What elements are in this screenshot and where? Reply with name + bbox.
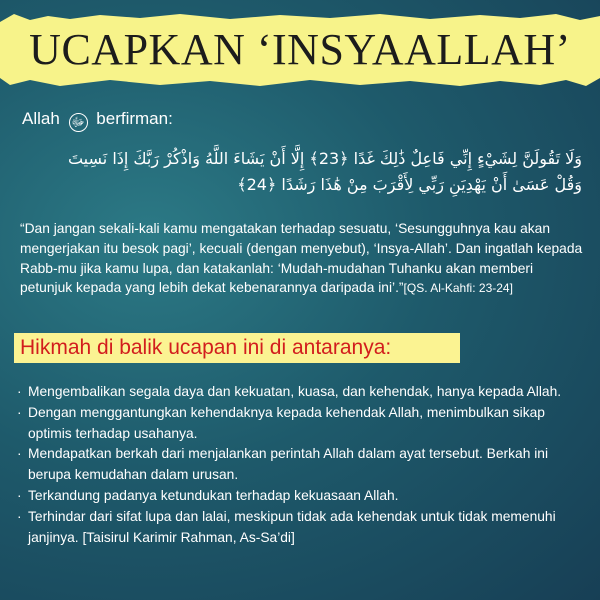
verse-reference: [QS. Al-Kahfi: 23-24] xyxy=(403,281,513,296)
jalla-jalaluh-seal-icon: ﷻ xyxy=(69,113,88,132)
hikmah-list xyxy=(16,382,588,548)
hikmah-heading: Hikmah di balik ucapan ini di antaranya: xyxy=(20,336,392,359)
list-item: · Terhindar dari sifat lupa dan lalai, meskipun tidak ada kehendak untuk tidak memenuhi janjinya. [Taisirul Karimir Rahman, As-Sa’di] xyxy=(16,507,588,549)
page-title: UCAPKAN ‘INSYAALLAH’ xyxy=(29,25,571,74)
arabic-verse xyxy=(40,146,582,198)
allah-word: Allah xyxy=(22,109,60,128)
arabic-line-2: وَقُلْ عَسَىٰ أَنْ يَهْدِيَنِ رَبِّي لِأَقْرَبَ مِنْ هَٰذَا رَشَدًا ﴿24﴾ xyxy=(237,175,582,194)
list-item: · Mendapatkan berkah dari menjalankan perintah Allah dalam ayat tersebut. Berkah ini berupa kemudahan dalam urusan. xyxy=(16,444,588,486)
list-item: · Mengembalikan segala daya dan kekuatan, kuasa, dan kehendak, hanya kepada Allah. xyxy=(16,382,588,403)
list-item: · Terkandung padanya ketundukan terhadap kekuasaan Allah. xyxy=(16,486,588,507)
intro-line xyxy=(22,109,173,132)
verse-translation xyxy=(20,219,588,299)
translation-text: “Dan jangan sekali-kali kamu mengatakan terhadap sesuatu, ‘Sesungguhnya kau akan mengerjakan itu besok pagi’, kecuali (dengan menyebut), ‘Insya-Allah’. Dan ingatlah kepada Rabb-mu jika kamu lupa, dan katakanlah: ‘Mudah-mudahan Tuhanku akan memberi petunjuk kepada yang lebih dekat kebenarannya daripada ini’.” xyxy=(20,221,583,296)
arabic-line-1: وَلَا تَقُولَنَّ لِشَيْءٍ إِنِّي فَاعِلٌ ذَٰلِكَ غَدًا ﴿23﴾ إِلَّا أَنْ يَشَاءَ اللَّهُ وَاذْكُرْ رَبَّكَ إِذَا نَسِيتَ xyxy=(67,149,582,168)
berfirman-word: berfirman: xyxy=(96,109,173,128)
list-item: · Dengan menggantungkan kehendaknya kepada kehendak Allah, menimbulkan sikap optimis terhadap usahanya. xyxy=(16,403,588,445)
